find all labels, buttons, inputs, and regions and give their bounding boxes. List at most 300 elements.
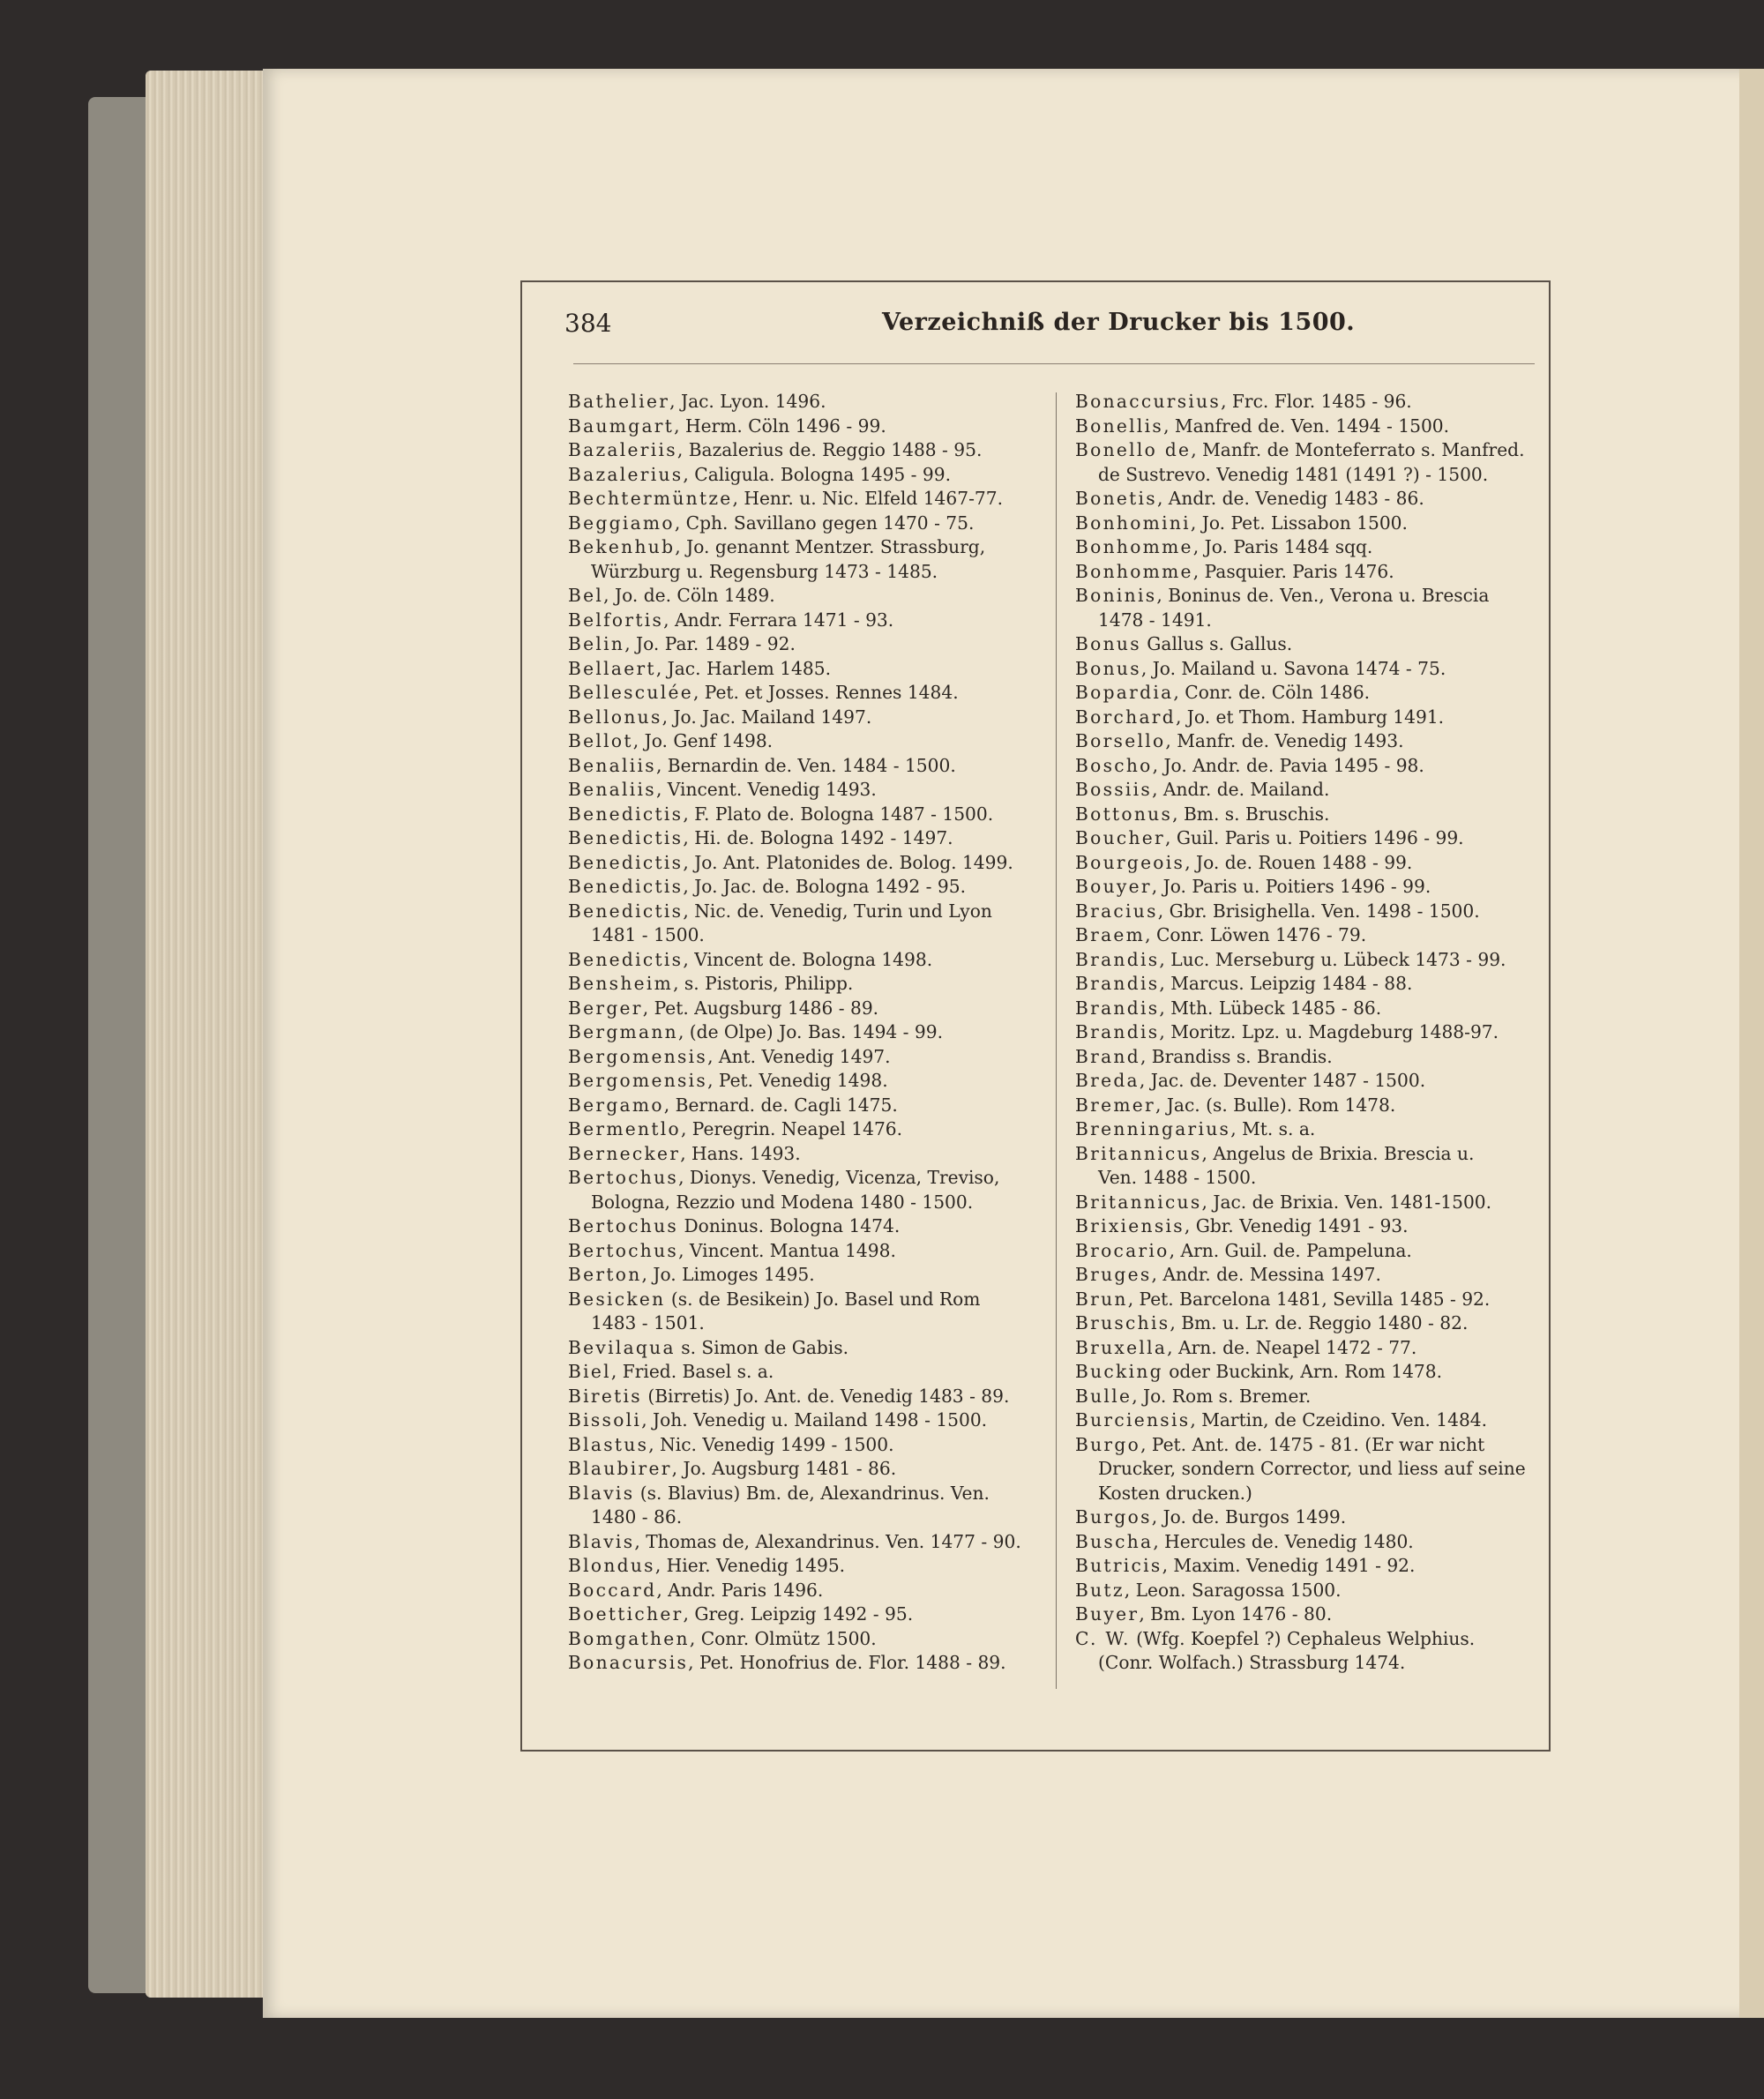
entry-details: , Moritz. Lpz. u. Magdeburg 1488-97. bbox=[1159, 1021, 1499, 1042]
index-entry-line bbox=[568, 803, 1044, 827]
printer-name: Britannicus bbox=[1075, 1191, 1202, 1213]
printer-name: Bertochus bbox=[568, 1215, 679, 1236]
printer-name: Bonhomme bbox=[1075, 560, 1193, 582]
index-entry-line bbox=[1075, 1311, 1556, 1336]
index-entry-line bbox=[1075, 1530, 1556, 1555]
index-entry-line bbox=[1075, 754, 1556, 779]
index-entry-line bbox=[568, 1045, 1044, 1070]
index-entry-line bbox=[1075, 681, 1556, 706]
index-entry-line bbox=[568, 1214, 1044, 1239]
entry-details: , Jac. de. Deventer 1487 - 1500. bbox=[1139, 1070, 1426, 1091]
index-entry-line bbox=[568, 1020, 1044, 1045]
index-entry-line bbox=[568, 1433, 1044, 1458]
printer-name: Berger bbox=[568, 997, 643, 1019]
printer-name: Borsello bbox=[1075, 730, 1166, 751]
entry-details: , Hier. Venedig 1495. bbox=[654, 1555, 846, 1576]
printer-name: Bechtermüntze bbox=[568, 488, 733, 509]
printer-name: Benedictis bbox=[568, 803, 684, 825]
index-entry-line bbox=[1075, 1214, 1556, 1239]
index-entry-line bbox=[568, 1191, 1044, 1215]
entry-details: , Jo. Rom s. Bremer. bbox=[1132, 1385, 1312, 1407]
index-entry-line bbox=[568, 390, 1044, 415]
index-entry-line bbox=[1075, 1457, 1556, 1482]
entry-details: Ven. 1488 - 1500. bbox=[1098, 1167, 1257, 1188]
index-entry-line bbox=[568, 972, 1044, 997]
entry-details: , Vincent. Mantua 1498. bbox=[678, 1239, 896, 1261]
printer-name: Beggiamo bbox=[568, 512, 675, 534]
printer-name: Baumgart bbox=[568, 415, 675, 437]
index-entry-line bbox=[568, 1530, 1044, 1555]
printer-name: Bottonus bbox=[1075, 803, 1173, 825]
index-entry-line bbox=[1075, 657, 1556, 682]
printer-name: Buscha bbox=[1075, 1530, 1154, 1552]
printer-name: Bergomensis bbox=[568, 1070, 708, 1091]
printer-name: Bekenhub bbox=[568, 536, 676, 557]
entry-details: (s. Blavius) Bm. de, Alexandrinus. Ven. bbox=[634, 1482, 990, 1504]
entry-details: , Hercules de. Venedig 1480. bbox=[1153, 1530, 1414, 1552]
printer-name: Biretis bbox=[568, 1385, 642, 1407]
entry-details: , Leon. Saragossa 1500. bbox=[1124, 1579, 1342, 1601]
index-entry-line bbox=[1075, 609, 1556, 633]
entry-details: , Fried. Basel s. a. bbox=[610, 1361, 774, 1382]
index-entry-line bbox=[1075, 1433, 1556, 1458]
index-entry-line bbox=[568, 1385, 1044, 1409]
index-entry-line bbox=[568, 1602, 1044, 1627]
entry-details: , Herm. Cöln 1496 - 99. bbox=[674, 415, 886, 437]
entry-details: , Maxim. Venedig 1491 - 92. bbox=[1162, 1555, 1416, 1576]
printer-name: Bonaccursius bbox=[1075, 391, 1222, 412]
header-rule bbox=[573, 363, 1535, 364]
index-entry-line bbox=[1075, 1505, 1556, 1530]
entry-details: , Jo. Genf 1498. bbox=[632, 730, 774, 751]
entry-details: , Manfr. de Monteferrato s. Manfred. bbox=[1191, 439, 1525, 460]
index-entry-line bbox=[568, 1069, 1044, 1094]
entry-details: , Gbr. Venedig 1491 - 93. bbox=[1184, 1215, 1409, 1236]
printer-name: Bulle bbox=[1075, 1385, 1132, 1407]
index-entry-line bbox=[1075, 706, 1556, 730]
entry-details: , Jo. de. Rouen 1488 - 99. bbox=[1185, 851, 1413, 873]
index-entry-line bbox=[568, 1651, 1044, 1676]
printer-name: Bellonus bbox=[568, 706, 662, 728]
entry-details: , Jo. Paris u. Poitiers 1496 - 99. bbox=[1151, 876, 1431, 897]
entry-details: , Jo. Limoges 1495. bbox=[641, 1264, 815, 1285]
entry-details: , Pasquier. Paris 1476. bbox=[1192, 560, 1394, 582]
entry-details: , Hans. 1493. bbox=[680, 1142, 801, 1164]
index-entry-line bbox=[1075, 803, 1556, 827]
index-entry-line bbox=[568, 875, 1044, 900]
index-entry-line bbox=[568, 609, 1044, 633]
printer-name: Butricis bbox=[1075, 1555, 1162, 1576]
printer-name: Blavis bbox=[568, 1482, 635, 1504]
printer-name: Bertochus bbox=[568, 1239, 679, 1261]
entry-details: , Arn. de. Neapel 1472 - 77. bbox=[1167, 1336, 1417, 1358]
index-entry-line bbox=[1075, 1166, 1556, 1191]
entry-details: , Mth. Lübeck 1485 - 86. bbox=[1159, 997, 1382, 1019]
entry-details: , Frc. Flor. 1485 - 96. bbox=[1221, 391, 1412, 412]
entry-details: , Bm. Lyon 1476 - 80. bbox=[1139, 1603, 1333, 1625]
entry-details: , Jo. Andr. de. Pavia 1495 - 98. bbox=[1152, 754, 1424, 776]
entry-details: , Pet. Honofrius de. Flor. 1488 - 89. bbox=[688, 1652, 1006, 1673]
entry-details: , Nic. de. Venedig, Turin und Lyon bbox=[683, 900, 992, 922]
printer-name: Brandis bbox=[1075, 973, 1160, 994]
printer-name: Bergmann bbox=[568, 1021, 678, 1042]
entry-details: , Vincent. Venedig 1493. bbox=[655, 779, 877, 800]
printer-name: Bernecker bbox=[568, 1142, 681, 1164]
entry-details: , Jac. Lyon. 1496. bbox=[669, 391, 826, 412]
entry-details: , Angelus de Brixia. Brescia u. bbox=[1201, 1142, 1475, 1164]
entry-details: oder Buckink, Arn. Rom 1478. bbox=[1162, 1361, 1443, 1382]
printer-name: Bathelier bbox=[568, 391, 670, 412]
printer-name: Benedictis bbox=[568, 900, 684, 922]
printer-name: Boucher bbox=[1075, 827, 1165, 848]
printer-name: Bensheim bbox=[568, 973, 674, 994]
index-entry-line bbox=[568, 1505, 1044, 1530]
printer-name: Benaliis bbox=[568, 779, 656, 800]
index-entry-line bbox=[568, 1336, 1044, 1361]
index-entry-line bbox=[568, 1239, 1044, 1264]
printer-name: Bruxella bbox=[1075, 1336, 1168, 1358]
entry-details: 1483 - 1501. bbox=[591, 1312, 705, 1333]
index-entry-line bbox=[1075, 1239, 1556, 1264]
printer-name: Bracius bbox=[1075, 900, 1158, 922]
entry-details: , Marcus. Leipzig 1484 - 88. bbox=[1159, 973, 1413, 994]
printer-name: Bonacursis bbox=[568, 1652, 689, 1673]
printer-name: Bellot bbox=[568, 730, 633, 751]
index-entry-line bbox=[1075, 1602, 1556, 1627]
entry-details: , Thomas de, Alexandrinus. Ven. 1477 - 90. bbox=[634, 1530, 1021, 1552]
printer-name: Bazalerius bbox=[568, 463, 684, 485]
index-entry-line bbox=[568, 851, 1044, 876]
printer-name: Bonello de bbox=[1075, 439, 1192, 460]
index-entry-line bbox=[1075, 1408, 1556, 1433]
index-entry-line bbox=[1075, 1117, 1556, 1142]
entry-details: , Arn. Guil. de. Pampeluna. bbox=[1169, 1239, 1412, 1261]
entry-details: Drucker, sondern Corrector, und liess auf seine bbox=[1098, 1458, 1526, 1479]
entry-details: , Dionys. Venedig, Vicenza, Treviso, bbox=[678, 1167, 1000, 1188]
printer-name: Borchard bbox=[1075, 706, 1176, 728]
entry-details: , Ant. Venedig 1497. bbox=[707, 1045, 891, 1067]
index-entry-line bbox=[568, 1166, 1044, 1191]
printer-name: Blondus bbox=[568, 1555, 655, 1576]
printer-name: Bomgathen bbox=[568, 1627, 690, 1649]
printer-name: Besicken bbox=[568, 1288, 666, 1310]
printer-name: Bissoli bbox=[568, 1409, 642, 1430]
printer-name: Blastus bbox=[568, 1433, 649, 1455]
entry-details: , Nic. Venedig 1499 - 1500. bbox=[648, 1433, 894, 1455]
entry-details: , Pet. et Josses. Rennes 1484. bbox=[692, 682, 959, 703]
index-entry-line bbox=[1075, 1482, 1556, 1506]
entry-details: (s. de Besikein) Jo. Basel und Rom bbox=[665, 1288, 981, 1310]
entry-details: Bologna, Rezzio und Modena 1480 - 1500. bbox=[591, 1191, 974, 1213]
printer-name: Bevilaqua bbox=[568, 1336, 676, 1358]
printer-name: Bossiis bbox=[1075, 779, 1153, 800]
entry-details: , Gbr. Brisighella. Ven. 1498 - 1500. bbox=[1157, 900, 1480, 922]
printer-name: Bellaert bbox=[568, 657, 656, 679]
index-entry-line bbox=[568, 1554, 1044, 1579]
printer-name: Brixiensis bbox=[1075, 1215, 1185, 1236]
entry-details: , Pet. Augsburg 1486 - 89. bbox=[642, 997, 879, 1019]
printer-name: Brand bbox=[1075, 1045, 1140, 1067]
printer-name: Biel bbox=[568, 1361, 611, 1382]
printer-name: Bonetis bbox=[1075, 488, 1157, 509]
index-entry-line bbox=[568, 1263, 1044, 1288]
index-entry-line bbox=[568, 584, 1044, 609]
index-entry-line bbox=[1075, 1020, 1556, 1045]
index-entry-line bbox=[1075, 487, 1556, 512]
index-entry-line bbox=[1075, 900, 1556, 924]
entry-details: , Bazalerius de. Reggio 1488 - 95. bbox=[676, 439, 983, 460]
index-entry-line bbox=[568, 754, 1044, 779]
entry-details: , Manfred de. Ven. 1494 - 1500. bbox=[1163, 415, 1450, 437]
index-entry-line bbox=[1075, 1627, 1556, 1652]
printer-name: Bucking bbox=[1075, 1361, 1163, 1382]
printer-name: Bonus bbox=[1075, 633, 1141, 654]
entry-details: , Bm. s. Bruschis. bbox=[1172, 803, 1330, 825]
index-entry-line bbox=[1075, 826, 1556, 851]
entry-details: , Mt. s. a. bbox=[1230, 1118, 1316, 1139]
entry-details: (Wfg. Koepfel ?) Cephaleus Welphius. bbox=[1130, 1627, 1476, 1649]
printer-name: Bruschis bbox=[1075, 1312, 1170, 1333]
entry-details: , Martin, de Czeidino. Ven. 1484. bbox=[1190, 1409, 1488, 1430]
index-entry-line bbox=[1075, 463, 1556, 488]
index-entry-line bbox=[1075, 729, 1556, 754]
column-divider bbox=[1056, 392, 1057, 1689]
printer-name: Boninis bbox=[1075, 585, 1157, 606]
entry-details: , Pet. Barcelona 1481, Sevilla 1485 - 92. bbox=[1127, 1288, 1491, 1310]
right-column bbox=[1075, 390, 1556, 1676]
printer-name: Bouyer bbox=[1075, 876, 1152, 897]
index-entry-line bbox=[1075, 1288, 1556, 1312]
entry-details: , Pet. Ant. de. 1475 - 81. (Er war nicht bbox=[1140, 1433, 1485, 1455]
index-entry-line bbox=[568, 1288, 1044, 1312]
index-entry-line bbox=[568, 1142, 1044, 1167]
index-entry-line bbox=[568, 729, 1044, 754]
index-entry-line bbox=[568, 1360, 1044, 1385]
index-entry-line bbox=[568, 1579, 1044, 1603]
entry-details: Kosten drucken.) bbox=[1098, 1482, 1252, 1504]
index-entry-line bbox=[1075, 972, 1556, 997]
index-entry-line bbox=[568, 706, 1044, 730]
index-entry-line bbox=[568, 1482, 1044, 1506]
printer-name: Breda bbox=[1075, 1070, 1140, 1091]
index-entry-line bbox=[568, 463, 1044, 488]
index-entry-line bbox=[1075, 1094, 1556, 1118]
printer-name: Brun bbox=[1075, 1288, 1128, 1310]
printer-name: Britannicus bbox=[1075, 1142, 1202, 1164]
entry-details: , Bernard. de. Cagli 1475. bbox=[663, 1094, 898, 1116]
index-entry-line bbox=[1075, 535, 1556, 560]
printer-name: Brocario bbox=[1075, 1239, 1170, 1261]
index-entry-line bbox=[1075, 1651, 1556, 1676]
printer-name: Buyer bbox=[1075, 1603, 1140, 1625]
printer-name: Brandis bbox=[1075, 997, 1160, 1019]
index-entry-line bbox=[568, 657, 1044, 682]
printer-name: Belin bbox=[568, 633, 625, 654]
index-entry-line bbox=[568, 512, 1044, 536]
printer-name: Bel bbox=[568, 585, 604, 606]
index-entry-line bbox=[1075, 997, 1556, 1021]
entry-details: , Jo. Par. 1489 - 92. bbox=[624, 633, 796, 654]
index-entry-line bbox=[568, 923, 1044, 948]
index-entry-line bbox=[568, 1117, 1044, 1142]
entry-details: , Conr. Olmütz 1500. bbox=[689, 1627, 877, 1649]
entry-details: , Jo. Pet. Lissabon 1500. bbox=[1190, 512, 1408, 534]
printer-name: Burgo bbox=[1075, 1433, 1141, 1455]
entry-details: , s. Pistoris, Philipp. bbox=[673, 973, 854, 994]
printer-name: Bergomensis bbox=[568, 1045, 708, 1067]
index-entry-line bbox=[568, 560, 1044, 585]
printer-name: Benedictis bbox=[568, 827, 684, 848]
entry-details: s. Simon de Gabis. bbox=[675, 1336, 849, 1358]
printer-name: Bopardia bbox=[1075, 682, 1174, 703]
entry-details: , Andr. de. Messina 1497. bbox=[1151, 1264, 1381, 1285]
index-entry-line bbox=[568, 900, 1044, 924]
entry-details: , Jo. genannt Mentzer. Strassburg, bbox=[675, 536, 986, 557]
index-entry-line bbox=[1075, 1360, 1556, 1385]
index-entry-line bbox=[568, 997, 1044, 1021]
entry-details: , Jo. de. Burgos 1499. bbox=[1151, 1506, 1347, 1528]
index-entry-line bbox=[1075, 1385, 1556, 1409]
index-entry-line bbox=[1075, 438, 1556, 463]
printer-name: Benaliis bbox=[568, 754, 656, 776]
facing-page-edge bbox=[1739, 69, 1764, 2018]
printer-name: Bergamo bbox=[568, 1094, 664, 1116]
printer-name: Brandis bbox=[1075, 948, 1160, 970]
printer-name: Bonhomme bbox=[1075, 536, 1193, 557]
printer-name: C. W. bbox=[1075, 1627, 1131, 1649]
printer-name: Benedictis bbox=[568, 851, 684, 873]
page-edges bbox=[146, 71, 278, 1998]
index-entry-line bbox=[1075, 1142, 1556, 1167]
index-entry-line bbox=[568, 535, 1044, 560]
printer-name: Belfortis bbox=[568, 609, 664, 631]
entry-details: , Luc. Merseburg u. Lübeck 1473 - 99. bbox=[1159, 948, 1506, 970]
printer-name: Benedictis bbox=[568, 876, 684, 897]
printer-name: Berton bbox=[568, 1264, 642, 1285]
index-entry-line bbox=[1075, 1336, 1556, 1361]
index-entry-line bbox=[568, 1311, 1044, 1336]
printer-name: Bertochus bbox=[568, 1167, 679, 1188]
index-entry-line bbox=[568, 438, 1044, 463]
index-entry-line bbox=[1075, 778, 1556, 803]
entry-details: , Jac. (s. Bulle). Rom 1478. bbox=[1155, 1094, 1396, 1116]
index-entry-line bbox=[568, 487, 1044, 512]
entry-details: , Andr. Ferrara 1471 - 93. bbox=[663, 609, 894, 631]
entry-details: , Jo. Jac. de. Bologna 1492 - 95. bbox=[683, 876, 967, 897]
index-entry-line bbox=[568, 826, 1044, 851]
printer-name: Boccard bbox=[568, 1579, 657, 1601]
entry-details: Doninus. Bologna 1474. bbox=[678, 1215, 901, 1236]
index-entry-line bbox=[568, 632, 1044, 657]
entry-details: , Brandiss s. Brandis. bbox=[1140, 1045, 1333, 1067]
index-entry-line bbox=[1075, 1045, 1556, 1070]
printer-name: Boetticher bbox=[568, 1603, 684, 1625]
entry-details: , Cph. Savillano gegen 1470 - 75. bbox=[674, 512, 975, 534]
printer-name: Brandis bbox=[1075, 1021, 1160, 1042]
printer-name: Bremer bbox=[1075, 1094, 1155, 1116]
entry-details: , Jac. de Brixia. Ven. 1481-1500. bbox=[1201, 1191, 1492, 1213]
index-entry-line bbox=[568, 778, 1044, 803]
printer-name: Burciensis bbox=[1075, 1409, 1191, 1430]
entry-details: , (de Olpe) Jo. Bas. 1494 - 99. bbox=[677, 1021, 944, 1042]
index-entry-line bbox=[1075, 1263, 1556, 1288]
index-entry-line bbox=[568, 681, 1044, 706]
entry-details: , Caligula. Bologna 1495 - 99. bbox=[683, 463, 952, 485]
entry-details: , Peregrin. Neapel 1476. bbox=[680, 1118, 903, 1139]
printer-name: Benedictis bbox=[568, 948, 684, 970]
index-entry-line bbox=[1075, 415, 1556, 439]
entry-details: , Joh. Venedig u. Mailand 1498 - 1500. bbox=[641, 1409, 988, 1430]
entry-details: , Andr. de. Venedig 1483 - 86. bbox=[1156, 488, 1424, 509]
entry-details: 1481 - 1500. bbox=[591, 924, 705, 945]
index-entry-line bbox=[1075, 560, 1556, 585]
printer-name: Burgos bbox=[1075, 1506, 1152, 1528]
printer-name: Bonus bbox=[1075, 657, 1141, 679]
index-entry-line bbox=[1075, 875, 1556, 900]
entry-details: , Jo. Augsburg 1481 - 86. bbox=[671, 1458, 897, 1479]
left-column bbox=[568, 390, 1044, 1676]
index-entry-line bbox=[568, 1094, 1044, 1118]
index-entry-line bbox=[1075, 1191, 1556, 1215]
index-entry-line bbox=[1075, 632, 1556, 657]
entry-details: , Pet. Venedig 1498. bbox=[707, 1070, 888, 1091]
index-entry-line bbox=[1075, 948, 1556, 973]
entry-details: , Jo. Jac. Mailand 1497. bbox=[662, 706, 872, 728]
index-entry-line bbox=[1075, 1579, 1556, 1603]
entry-details: , Henr. u. Nic. Elfeld 1467-77. bbox=[732, 488, 1004, 509]
printer-name: Bonellis bbox=[1075, 415, 1164, 437]
entry-details: , Bm. u. Lr. de. Reggio 1480 - 82. bbox=[1170, 1312, 1469, 1333]
entry-details: (Birretis) Jo. Ant. de. Venedig 1483 - 89. bbox=[641, 1385, 1010, 1407]
entry-details: 1480 - 86. bbox=[591, 1506, 683, 1528]
printer-name: Blavis bbox=[568, 1530, 635, 1552]
entry-details: , Guil. Paris u. Poitiers 1496 - 99. bbox=[1165, 827, 1464, 848]
entry-details: , Jo. de. Cöln 1489. bbox=[603, 585, 775, 606]
printer-name: Bourgeois bbox=[1075, 851, 1185, 873]
index-entry-line bbox=[1075, 851, 1556, 876]
entry-details: , Boninus de. Ven., Verona u. Brescia bbox=[1156, 585, 1490, 606]
entry-details: , Bernardin de. Ven. 1484 - 1500. bbox=[655, 754, 956, 776]
index-entry-line bbox=[1075, 512, 1556, 536]
entry-details: , F. Plato de. Bologna 1487 - 1500. bbox=[683, 803, 994, 825]
index-entry-line bbox=[568, 1457, 1044, 1482]
index-entry-line bbox=[568, 1408, 1044, 1433]
index-entry-line bbox=[1075, 584, 1556, 609]
entry-details: Würzburg u. Regensburg 1473 - 1485. bbox=[591, 560, 938, 582]
printer-name: Blaubirer bbox=[568, 1458, 672, 1479]
entry-details: de Sustrevo. Venedig 1481 (1491 ?) - 1500. bbox=[1098, 463, 1489, 485]
entry-details: , Jac. Harlem 1485. bbox=[655, 657, 831, 679]
index-entry-line bbox=[568, 415, 1044, 439]
printer-name: Butz bbox=[1075, 1579, 1125, 1601]
entry-details: , Conr. Löwen 1476 - 79. bbox=[1145, 924, 1367, 945]
printer-name: Bellesculée bbox=[568, 682, 693, 703]
entry-details: (Conr. Wolfach.) Strassburg 1474. bbox=[1098, 1652, 1406, 1673]
printer-name: Brenningarius bbox=[1075, 1118, 1231, 1139]
entry-details: , Jo. et Thom. Hamburg 1491. bbox=[1175, 706, 1445, 728]
printer-name: Bruges bbox=[1075, 1264, 1152, 1285]
entry-details: , Hi. de. Bologna 1492 - 1497. bbox=[683, 827, 953, 848]
printer-name: Bermentlo bbox=[568, 1118, 681, 1139]
printer-name: Bonhomini bbox=[1075, 512, 1191, 534]
entry-details: , Greg. Leipzig 1492 - 95. bbox=[683, 1603, 914, 1625]
index-entry-line bbox=[1075, 390, 1556, 415]
index-entry-line bbox=[568, 948, 1044, 973]
printer-name: Braem bbox=[1075, 924, 1146, 945]
index-entry-line bbox=[1075, 1069, 1556, 1094]
entry-details: , Andr. Paris 1496. bbox=[656, 1579, 824, 1601]
entry-details: , Manfr. de. Venedig 1493. bbox=[1165, 730, 1404, 751]
